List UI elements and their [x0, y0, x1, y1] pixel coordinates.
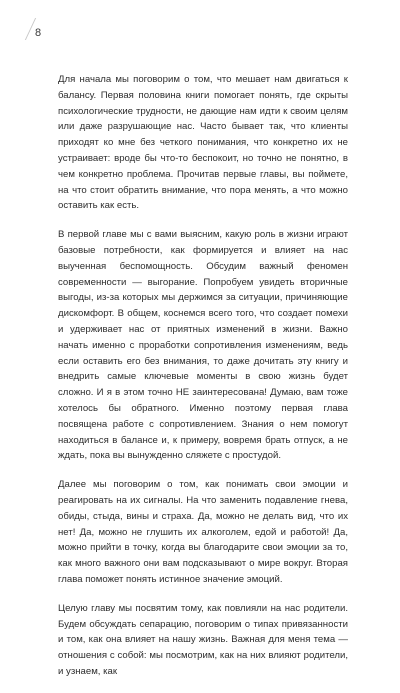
paragraph-3: Далее мы поговорим о том, как понимать свои эмоции и реагировать на их сигналы. На что заменить подавление гнева, обиды, стыда, вины и страха. Да, можно не делать вид, что их нет! Да, можно не глушить их алкоголем, едой и работой! Да, можно прийти в точку, когда вы благодарите свои эмоции за то, как много важного они вам подсказывают о мире вокруг. Вторая глава поможет понять истинное значение эмоций.: [58, 479, 348, 585]
paragraph-4: Целую главу мы посвятим тому, как повлияли на нас родители. Будем обсуждать сепарацию, поговорим о типах привязанности и том, как она влияет на нашу жизнь. Важная для меня тема — отношения с собой: мы посмотрим, как на них влияют родители, и узнаем, как: [58, 602, 348, 677]
page-number: 8: [35, 27, 42, 39]
page-header: [30, 18, 41, 40]
paragraph-1: Для начала мы поговорим о том, что мешает нам двигаться к балансу. Первая половина книги помогает понять, где скрыты психологические трудности, не дающие нам идти к своим целям или даже разрушающие нас. Часто бывает так, что клиенты приходят ко мне без четкого понимания, что конкретно их не устраивает: вроде бы что-то беспокоит, но точно не понятно, в чем конкретно проблема. Прочитав первые главы, вы поймете, на что стоит обратить внимание, что пора менять, а что можно оставить как есть.: [58, 74, 348, 212]
paragraph-2: В первой главе мы с вами выясним, какую роль в жизни играют базовые потребности, как формируется и влияет на нас выученная беспомощность. Обсудим важный феномен современности — выгорание. Попробуем увидеть вторичные выгоды, из-за которых мы держимся за ситуации, причиняющие дискомфорт. В общем, коснемся всего того, что создает помехи и удерживает нас от приятных изменений в жизни. Важно начать именно с проработки сопротивления изменениям, ведь если оставить его без внимания, то даже дочитать эту книгу и внедрить самые ключевые моменты в свою жизнь будет сложно. И я в этом точно НЕ заинтересована! Думаю, вам тоже хотелось бы обратного. Именно поэтому первая глава посвящена работе с сопротивлением. Знания о нем помогут находиться в балансе и, к примеру, вовремя брать отпуск, а не ждать, пока вы вынужденно сляжете с простудой.: [58, 229, 348, 462]
page-body: [58, 72, 348, 693]
